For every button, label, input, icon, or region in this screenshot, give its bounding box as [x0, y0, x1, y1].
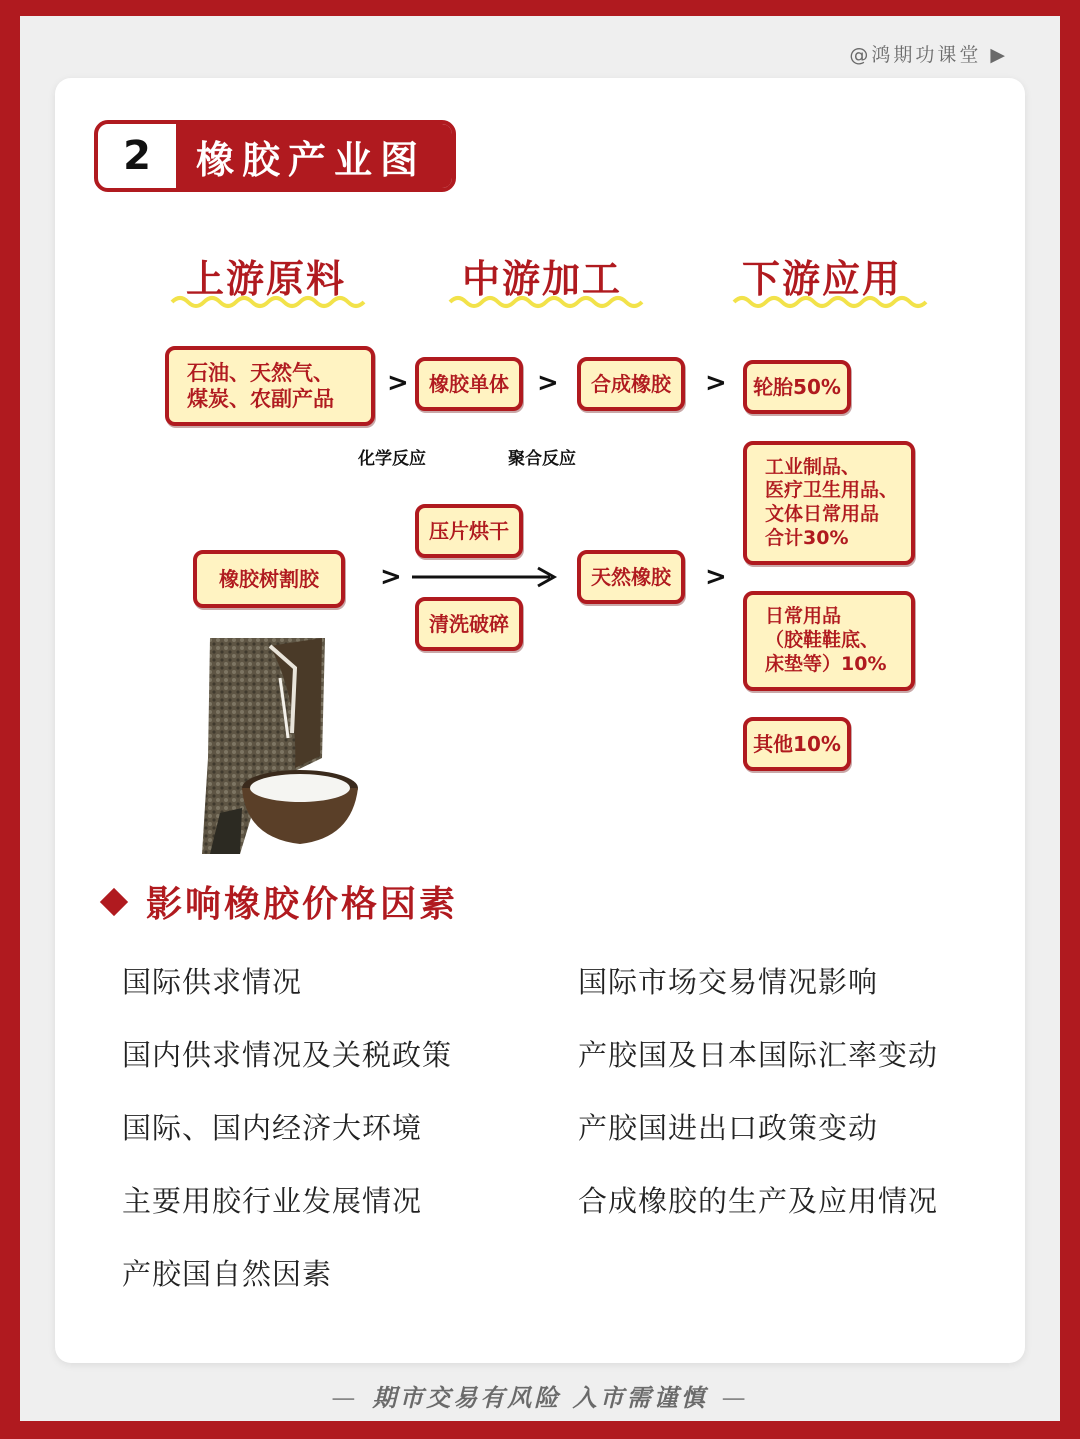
- industrial-line4: 合计30%: [765, 526, 849, 549]
- daily-line2: （胶鞋鞋底、: [765, 629, 880, 652]
- box-natural-rubber: 天然橡胶: [577, 550, 685, 604]
- flow-arrow-2: >: [537, 368, 559, 398]
- box-wash-crush: 清洗破碎: [415, 597, 523, 651]
- flow-arrow-3: >: [705, 368, 727, 398]
- box-synthetic-rubber: 合成橡胶: [577, 357, 685, 411]
- box-industrial: [743, 441, 915, 565]
- factor-left-1: 国际供求情况: [122, 965, 303, 999]
- raw-materials-line1: 石油、天然气、: [187, 360, 334, 385]
- box-other: 其他10%: [743, 717, 851, 771]
- column-midstream: 中游加工: [462, 257, 623, 301]
- column-downstream: 下游应用: [742, 257, 903, 301]
- column-upstream: 上游原料: [186, 257, 347, 301]
- flow-arrow-1: >: [387, 368, 409, 398]
- box-press-dry: 压片烘干: [415, 504, 523, 558]
- squiggle-underline-upstream: [170, 290, 370, 310]
- box-tires: 轮胎50%: [743, 360, 851, 414]
- watermark: @鸿期功课堂 ▶: [849, 44, 1008, 66]
- section-title: 橡胶产业图: [176, 124, 452, 188]
- factor-left-3: 国际、国内经济大环境: [122, 1111, 423, 1145]
- raw-materials-line2: 煤炭、农副产品: [187, 387, 334, 411]
- label-chemical-reaction: 化学反应: [358, 449, 426, 469]
- risk-disclaimer: [0, 1378, 1080, 1413]
- factor-right-4: 合成橡胶的生产及应用情况: [578, 1184, 939, 1218]
- factor-left-2: 国内供求情况及关税政策: [122, 1038, 453, 1072]
- daily-line1: 日常用品: [765, 605, 842, 628]
- industrial-line1: 工业制品、: [765, 455, 861, 478]
- label-polymerization: 聚合反应: [508, 449, 576, 469]
- long-arrow: [410, 566, 560, 588]
- footer-text: 期市交易有风险 入市需谨慎: [372, 1384, 708, 1412]
- section-title-badge: [94, 120, 456, 192]
- industrial-line3: 文体日常用品: [765, 503, 880, 525]
- squiggle-underline-midstream: [448, 290, 648, 310]
- footer-dash-right: —: [721, 1384, 749, 1412]
- rubber-tree-tapping-illustration: [200, 638, 365, 854]
- industrial-line2: 医疗卫生用品、: [765, 479, 899, 502]
- daily-line3: 床垫等）10%: [765, 652, 887, 675]
- box-rubber-tapping: 橡胶树割胶: [193, 550, 345, 608]
- factor-right-2: 产胶国及日本国际汇率变动: [578, 1038, 939, 1072]
- flow-arrow-5: >: [705, 562, 727, 592]
- box-rubber-monomer: 橡胶单体: [415, 357, 523, 411]
- footer-dash-left: —: [331, 1384, 359, 1412]
- factor-left-4: 主要用胶行业发展情况: [122, 1184, 423, 1218]
- factor-left-5: 产胶国自然因素: [122, 1257, 333, 1291]
- diamond-bullet-icon: [100, 887, 128, 915]
- factor-right-1: 国际市场交易情况影响: [578, 965, 879, 999]
- factor-right-3: 产胶国进出口政策变动: [578, 1111, 879, 1145]
- factors-title: 影响橡胶价格因素: [146, 884, 459, 925]
- squiggle-underline-downstream: [732, 290, 932, 310]
- factors-header: [104, 876, 458, 927]
- box-daily-goods: [743, 591, 915, 691]
- flow-arrow-4: >: [380, 562, 402, 592]
- section-number: 2: [123, 133, 151, 179]
- box-raw-materials: [165, 346, 375, 426]
